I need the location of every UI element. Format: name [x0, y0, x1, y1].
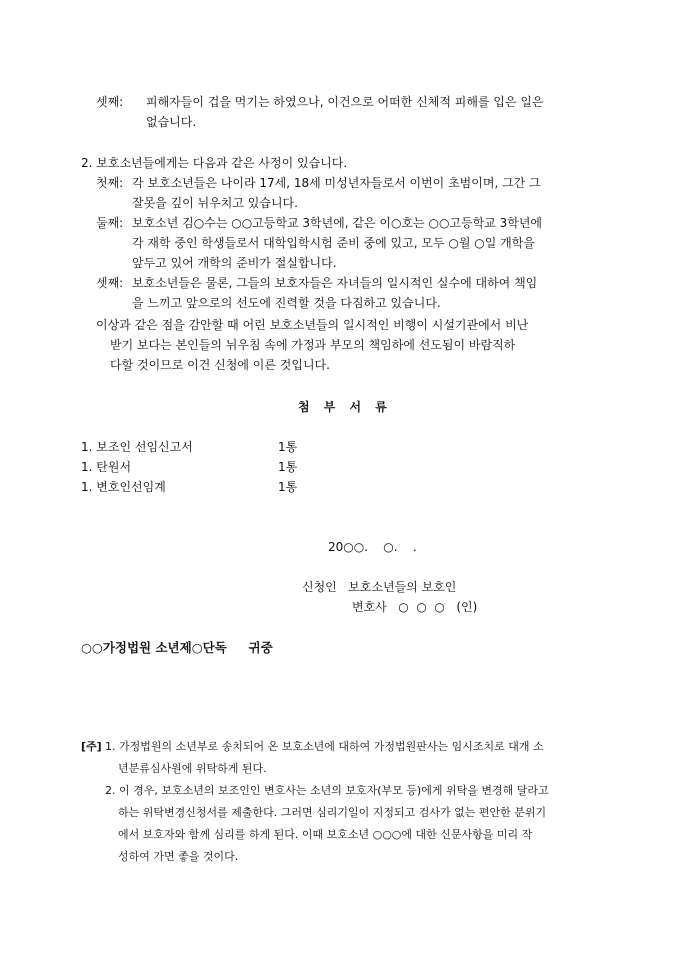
attachments-title: 첨 부 서 류 [298, 400, 392, 414]
item-label-third-top: 셋째: [96, 95, 124, 109]
note2-line2: 하는 위탁변경신청서를 제출한다. 그러면 심리기일이 지정되고 검사가 없는 편안한 분위기 [118, 806, 547, 819]
item-text-third-line1: 보호소년들은 물론, 그들의 보호자들은 자녀들의 일시적인 실수에 대하여 책임 [132, 276, 538, 290]
item-text-first-line2: 잘못을 깊이 뉘우치고 있습니다. [132, 196, 298, 210]
item-label-first: 첫째: [96, 176, 124, 190]
item-text-second-line2: 각 재학 중인 학생들로서 대학입학시험 준비 중에 있고, 모두 ○월 ○일 개학을 [132, 236, 535, 250]
applicant-line2: 변호사 ○ ○ ○ (인) [352, 600, 478, 614]
note2-line3: 에서 보호자와 함께 심리를 하게 된다. 이때 보호소년 ○○○에 대한 신문사항을 미리 작 [118, 828, 533, 841]
item-text-third-top-line1: 피해자들이 겁을 먹기는 하였으나, 이건으로 어떠한 신체적 피해를 입은 일은 [146, 95, 544, 109]
conclusion-line3: 다할 것이므로 이건 신청에 이른 것입니다. [110, 358, 330, 372]
item-text-second-line1: 보호소년 김○수는 ○○고등학교 3학년에, 같은 이○호는 ○○고등학교 3학년에 [132, 216, 543, 230]
document-date: 20○○. ○. . [328, 540, 417, 554]
attachment-name-3: 1. 변호인선임계 [81, 480, 166, 494]
conclusion-line2: 받기 보다는 본인들의 뉘우침 속에 가정과 부모의 책임하에 선도됨이 바람직하 [110, 338, 516, 352]
attachment-name-2: 1. 탄원서 [81, 460, 132, 474]
item-text-second-line3: 앞두고 있어 개학의 준비가 절실합니다. [132, 256, 337, 270]
item-text-first-line1: 각 보호소년들은 나이라 17세, 18세 미성년자들로서 이번이 초범이며, 그간 그 [132, 176, 541, 190]
attachment-count-2: 1통 [278, 460, 298, 474]
item-text-third-line2: 을 느끼고 앞으로의 선도에 진력할 것을 다짐하고 있습니다. [132, 296, 441, 310]
attachment-count-1: 1통 [278, 440, 298, 454]
applicant-line1: 신청인 보호소년들의 보호인 [302, 580, 457, 594]
section2-heading: 2. 보호소년들에게는 다음과 같은 사정이 있습니다. [81, 156, 348, 170]
attachment-count-3: 1통 [278, 480, 298, 494]
item-label-second: 둘째: [96, 216, 124, 230]
note2-line4: 성하여 가면 좋을 것이다. [118, 850, 239, 863]
item-text-third-top-line2: 없습니다. [146, 115, 197, 129]
item-label-third: 셋째: [96, 276, 124, 290]
note-label: [주] [81, 740, 102, 753]
attachment-name-1: 1. 보조인 선임신고서 [81, 440, 193, 454]
note2-line1: 2. 이 경우, 보호소년의 보조인인 변호사는 소년의 보호자(부모 등)에게 위탁을 변경해 달라고 [105, 784, 549, 797]
conclusion-line1: 이상과 같은 점을 감안할 때 어린 보호소년들의 일시적인 비행이 시설기관에서 비난 [96, 318, 529, 332]
court-addressee: ○○가정법원 소년제○단독 귀중 [81, 640, 273, 655]
note1-line1: 1. 가정법원의 소년부로 송치되어 온 보호소년에 대하여 가정법원판사는 임시조치로 대개 소 [105, 740, 544, 753]
note1-line2: 년분류심사원에 위탁하게 된다. [118, 762, 267, 775]
